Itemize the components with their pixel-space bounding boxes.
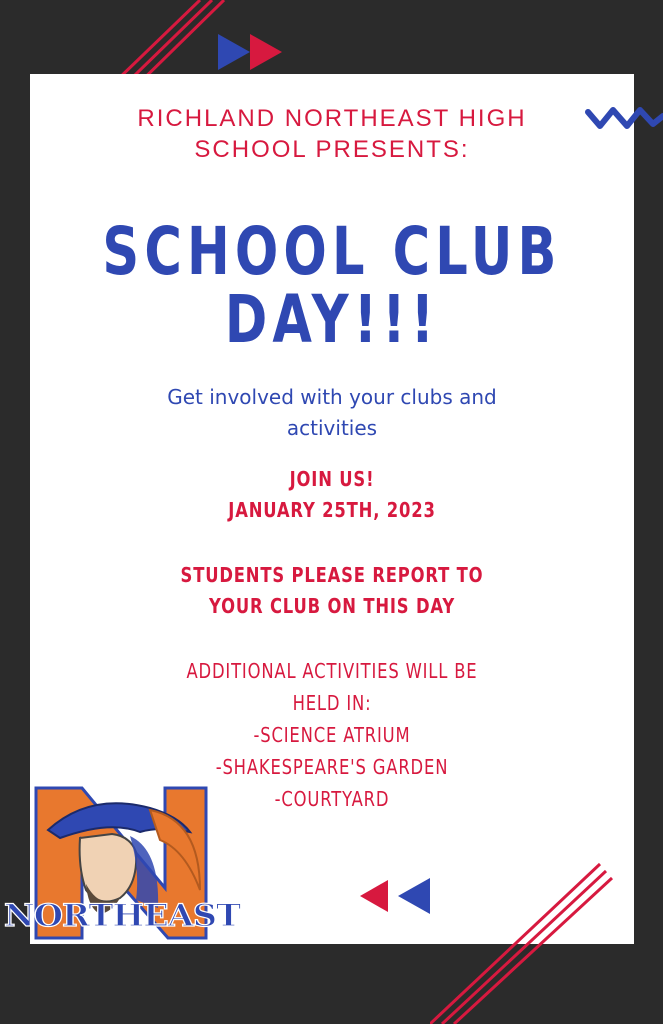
northeast-logo [0,780,245,945]
location-courtyard: -COURTYARD [274,787,390,811]
location-shakespeares-garden: -SHAKESPEARE'S GARDEN [215,755,449,779]
report-line-1: STUDENTS PLEASE REPORT TO [180,563,484,587]
event-title [72,213,591,358]
title-line-1: SCHOOL CLUB [102,213,562,290]
report-line-2: YOUR CLUB ON THIS DAY [208,594,456,618]
report-instructions [84,560,579,622]
logo-text: NORTHEAST [4,898,242,934]
join-line: JOIN US! [289,467,375,491]
activities-line-2: HELD IN: [292,691,372,715]
play-arrows-icon [214,32,286,72]
title-line-2: DAY!!! [224,281,440,358]
event-subtitle [30,382,634,444]
presenter-line-1: RICHLAND NORTHEAST HIGH [137,105,527,132]
event-date [84,464,579,526]
activities-line-1: ADDITIONAL ACTIVITIES WILL BE [186,659,478,683]
presenter-line-2: SCHOOL PRESENTS: [194,136,470,163]
rewind-arrows-icon [358,876,434,918]
subtitle-line-2: activities [286,416,378,440]
date-line: JANUARY 25TH, 2023 [228,498,436,522]
presenter-heading [30,103,634,165]
subtitle-line-1: Get involved with your clubs and [167,385,497,409]
bottom-right-stripes [430,860,663,1024]
location-science-atrium: -SCIENCE ATRIUM [253,723,411,747]
